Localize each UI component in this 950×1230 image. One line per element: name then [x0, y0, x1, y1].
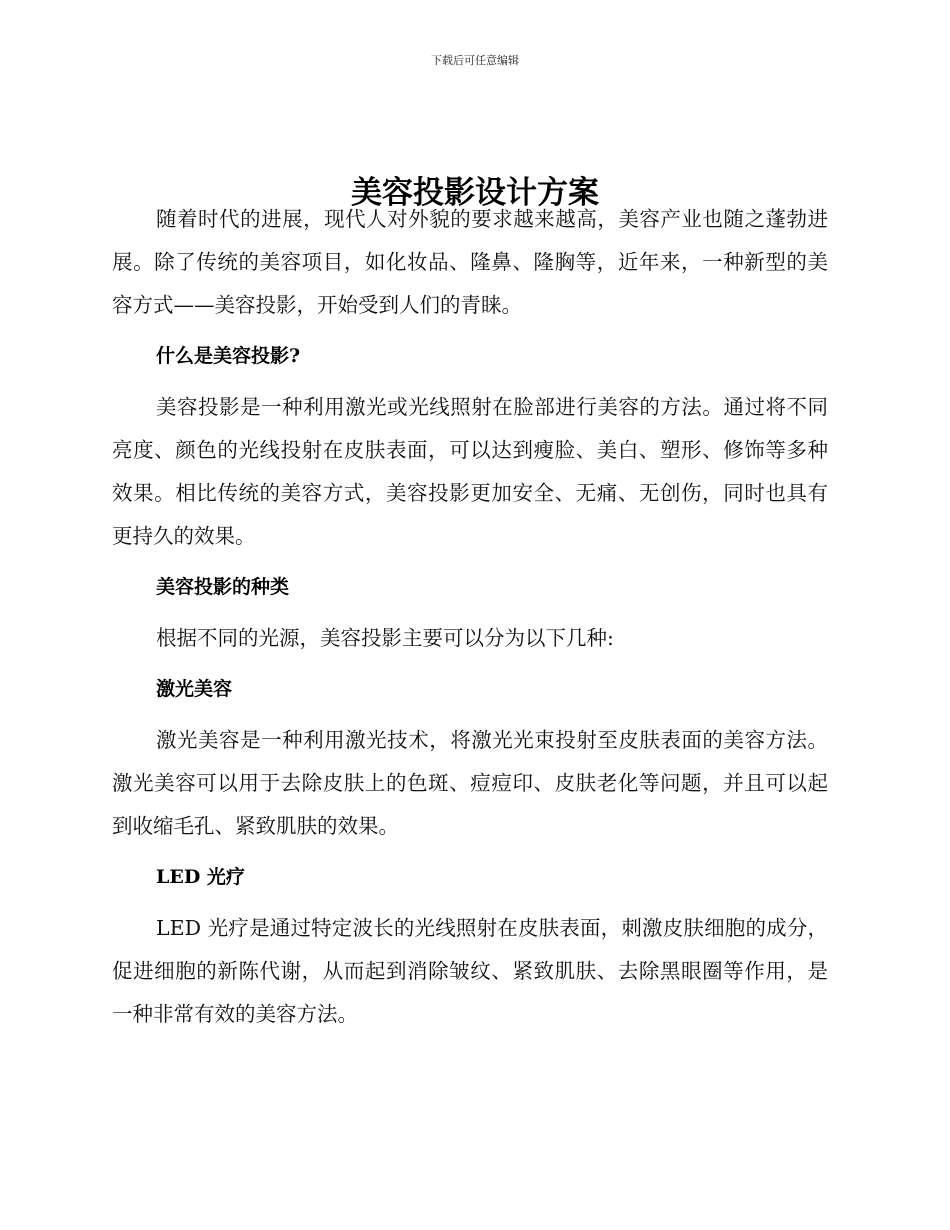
- document-body: [112, 198, 828, 1044]
- page-header-note: 下载后可任意编辑: [431, 54, 519, 67]
- intro-paragraph: 随着时代的进展，现代人对外貌的要求越来越高，美容产业也随之蓬勃进展。除了传统的美容项目，如化妆品、隆鼻、隆胸等，近年来，一种新型的美容方式——美容投影，开始受到人们的青睐。: [112, 207, 828, 317]
- section-body-led: LED 光疗是通过特定波长的光线照射在皮肤表面，刺激皮肤细胞的成分，促进细胞的新陈代谢，从而起到消除皱纹、紧致肌肤、去除黑眼圈等作用，是一种非常有效的美容方法。: [112, 916, 828, 1026]
- section-heading-led: LED 光疗: [156, 866, 245, 888]
- section-body-types: 根据不同的光源，美容投影主要可以分为以下几种:: [156, 626, 614, 650]
- document-title: 美容投影设计方案: [351, 174, 599, 211]
- section-heading-types: 美容投影的种类: [156, 576, 290, 598]
- section-body-laser: 激光美容是一种利用激光技术，将激光光束投射至皮肤表面的美容方法。激光美容可以用于去除皮肤上的色斑、痘痘印、皮肤老化等问题，并且可以起到收缩毛孔、紧致肌肤的效果。: [112, 728, 828, 838]
- section-body-what-is: 美容投影是一种利用激光或光线照射在脸部进行美容的方法。通过将不同亮度、颜色的光线投射在皮肤表面，可以达到瘦脸、美白、塑形、修饰等多种效果。相比传统的美容方式，美容投影更加安全、无痛、无创伤，同时也具有更持久的效果。: [112, 395, 828, 548]
- section-heading-laser: 激光美容: [156, 678, 233, 700]
- section-heading-what-is: 什么是美容投影?: [156, 345, 301, 367]
